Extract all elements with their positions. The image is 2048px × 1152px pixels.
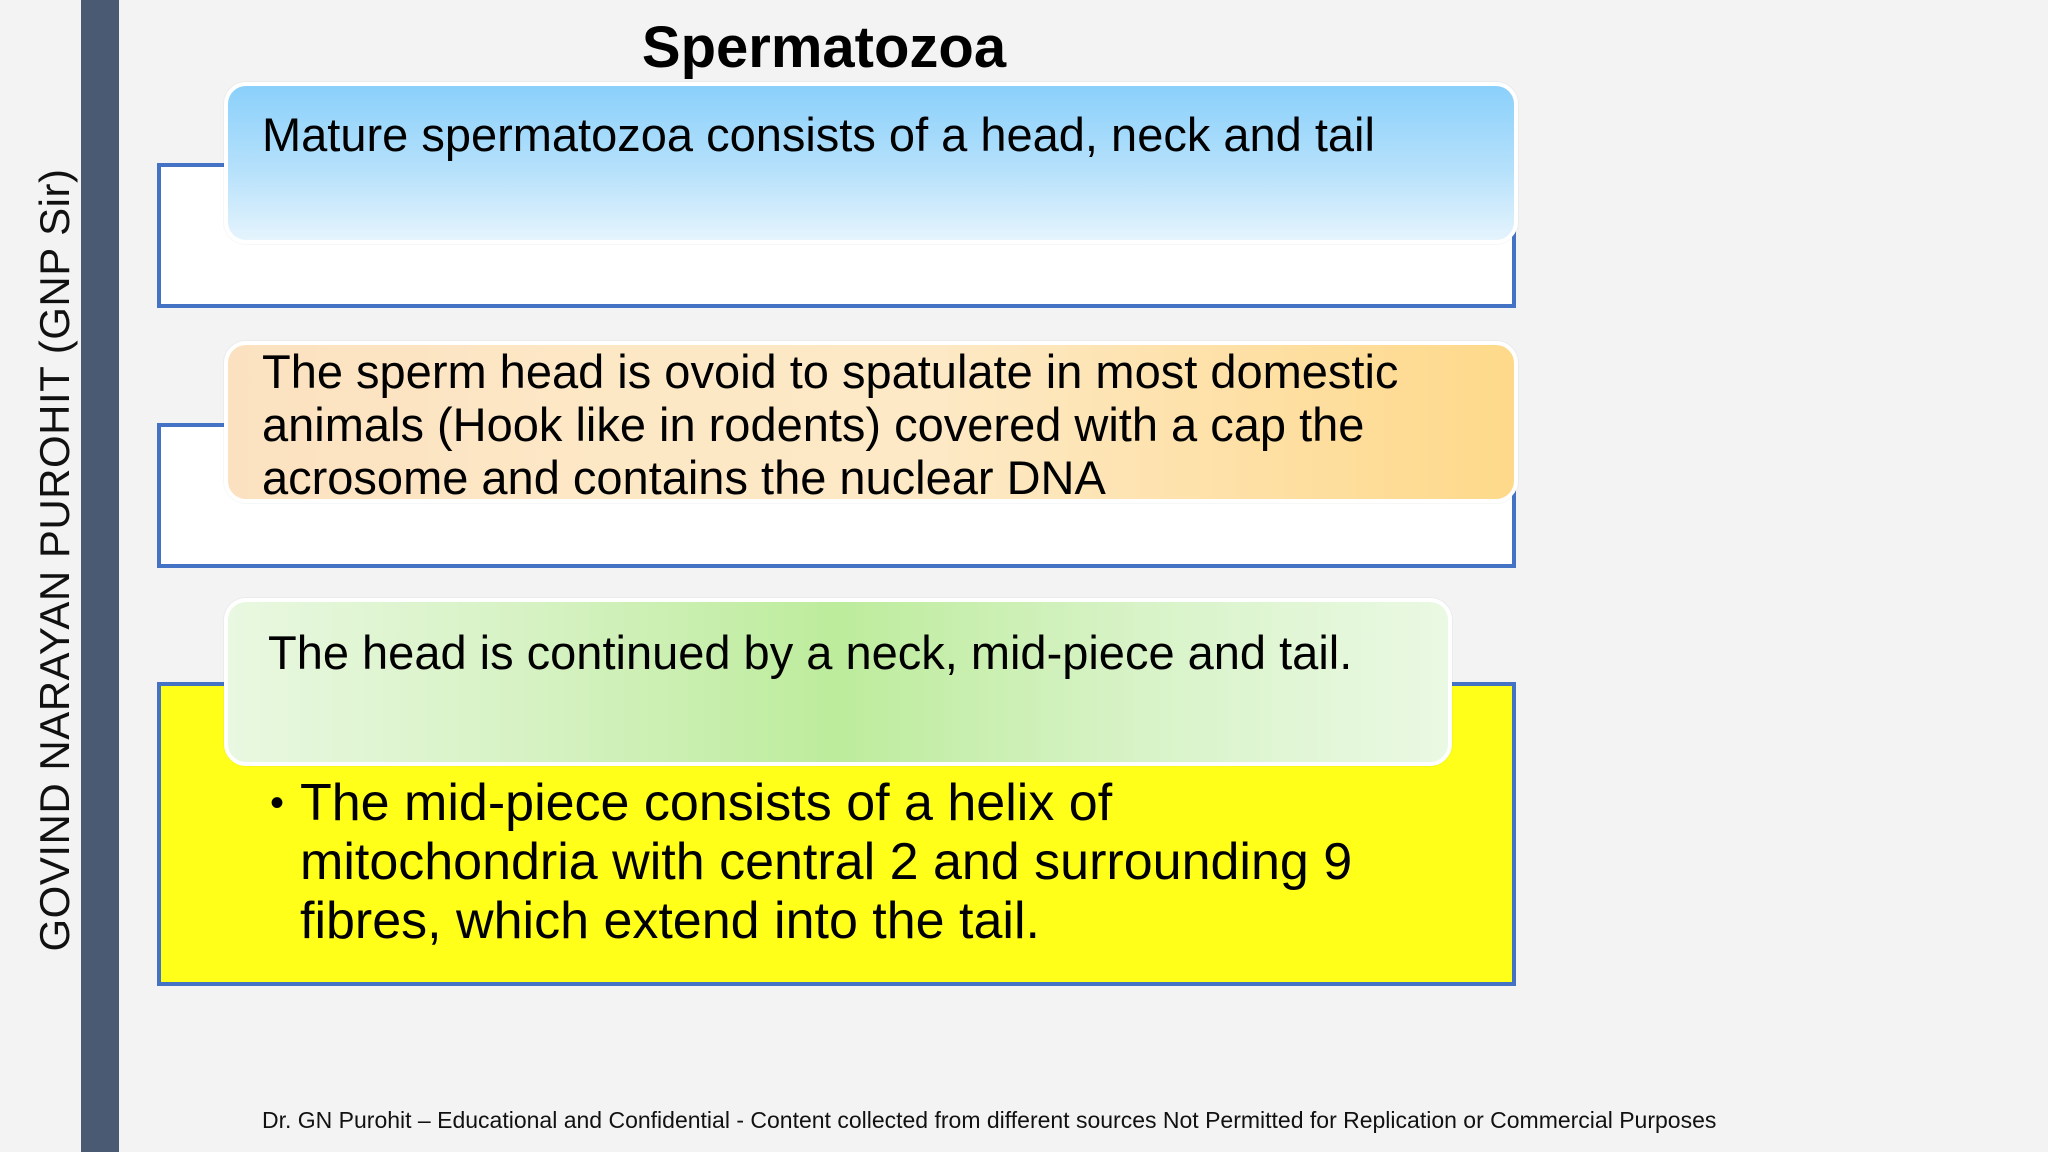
bullet-icon: • xyxy=(270,781,285,825)
midpiece-bullet-item xyxy=(270,774,1410,951)
card-mature-spermatozoa: Mature spermatozoa consists of a head, neck and tail xyxy=(224,82,1518,244)
presenter-name-vertical: GOVIND NARAYAN PUROHIT (GNP Sir) xyxy=(31,168,78,952)
footer-disclaimer: Dr. GN Purohit – Educational and Confidential - Content collected from different sources Not Permitted for Replication or Commercial Purposes xyxy=(262,1107,1717,1133)
sidebar-stripe xyxy=(81,0,119,1152)
slide-title: Spermatozoa xyxy=(641,15,1007,80)
card-neck-midpiece-tail: The head is continued by a neck, mid-piece and tail. xyxy=(224,598,1452,766)
card-sperm-head: The sperm head is ovoid to spatulate in most domestic animals (Hook like in rodents) covered with a cap the acrosome and contains the nuclear DNA xyxy=(224,341,1518,503)
midpiece-bullet-text: The mid-piece consists of a helix of mitochondria with central 2 and surrounding 9 fibres, which extend into the tail. xyxy=(300,774,1353,950)
